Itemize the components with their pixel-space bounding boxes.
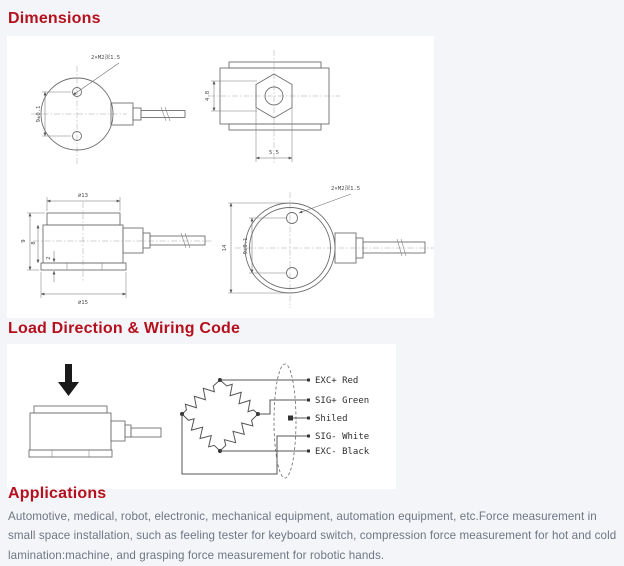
wire-label-exc-plus: EXC+ Red (315, 376, 359, 386)
plate-thickness-dimension: 2 (46, 256, 52, 260)
wire-code-labels (315, 376, 370, 457)
wire-label-sig-plus: SIG+ Green (315, 396, 370, 406)
hex-width-dimension: 5.5 (268, 150, 280, 156)
outer-diameter-dimension: 14 (222, 244, 228, 252)
wheatstone-bridge-diagram (179, 364, 310, 478)
cable-shield-ellipse (274, 364, 296, 478)
load-wiring-panel (7, 344, 396, 489)
body-height-dimension: 8 (31, 241, 37, 245)
wire-label-shield: Shiled (315, 414, 348, 424)
hex-height-dimension: 4.8 (205, 90, 211, 102)
load-cell-side-drawing (29, 406, 161, 457)
hex-side-view (205, 50, 340, 164)
total-height-dimension: 9 (21, 239, 27, 243)
thread-callout: 2×M2深1.5 (91, 55, 121, 61)
dimensions-drawing-panel (7, 36, 434, 318)
top-face-view (31, 53, 185, 164)
bottom-face-view (222, 184, 434, 308)
load-wiring-heading: Load Direction & Wiring Code (8, 320, 241, 337)
load-direction-wiring-diagram (7, 344, 396, 489)
base-diameter-dimension: ∅15 (77, 300, 89, 306)
load-direction-arrow-icon (58, 364, 79, 396)
dimensions-heading: Dimensions (8, 10, 101, 27)
wire-label-exc-minus: EXC- Black (315, 447, 370, 457)
hole-pitch-dimension: 9±0.1 (243, 237, 249, 255)
wire-label-sig-minus: SIG- White (315, 432, 370, 442)
hole-pitch-dimension: 9±0.1 (36, 105, 42, 123)
thread-callout: 2×M2深1.5 (331, 186, 361, 192)
dimensions-technical-drawing (7, 36, 434, 318)
side-profile-view (21, 193, 212, 306)
applications-heading: Applications (8, 485, 107, 502)
applications-paragraph: Automotive, medical, robot, electronic, mechanical equipment, automation equipment, etc.Force measurement in small space installation, such as feeling tester for keyboard switch, compression force measurement for hot and cold lamination:machine, and grasping force measurement for robotic hands. (8, 510, 617, 562)
cap-diameter-dimension: ∅13 (77, 193, 89, 199)
